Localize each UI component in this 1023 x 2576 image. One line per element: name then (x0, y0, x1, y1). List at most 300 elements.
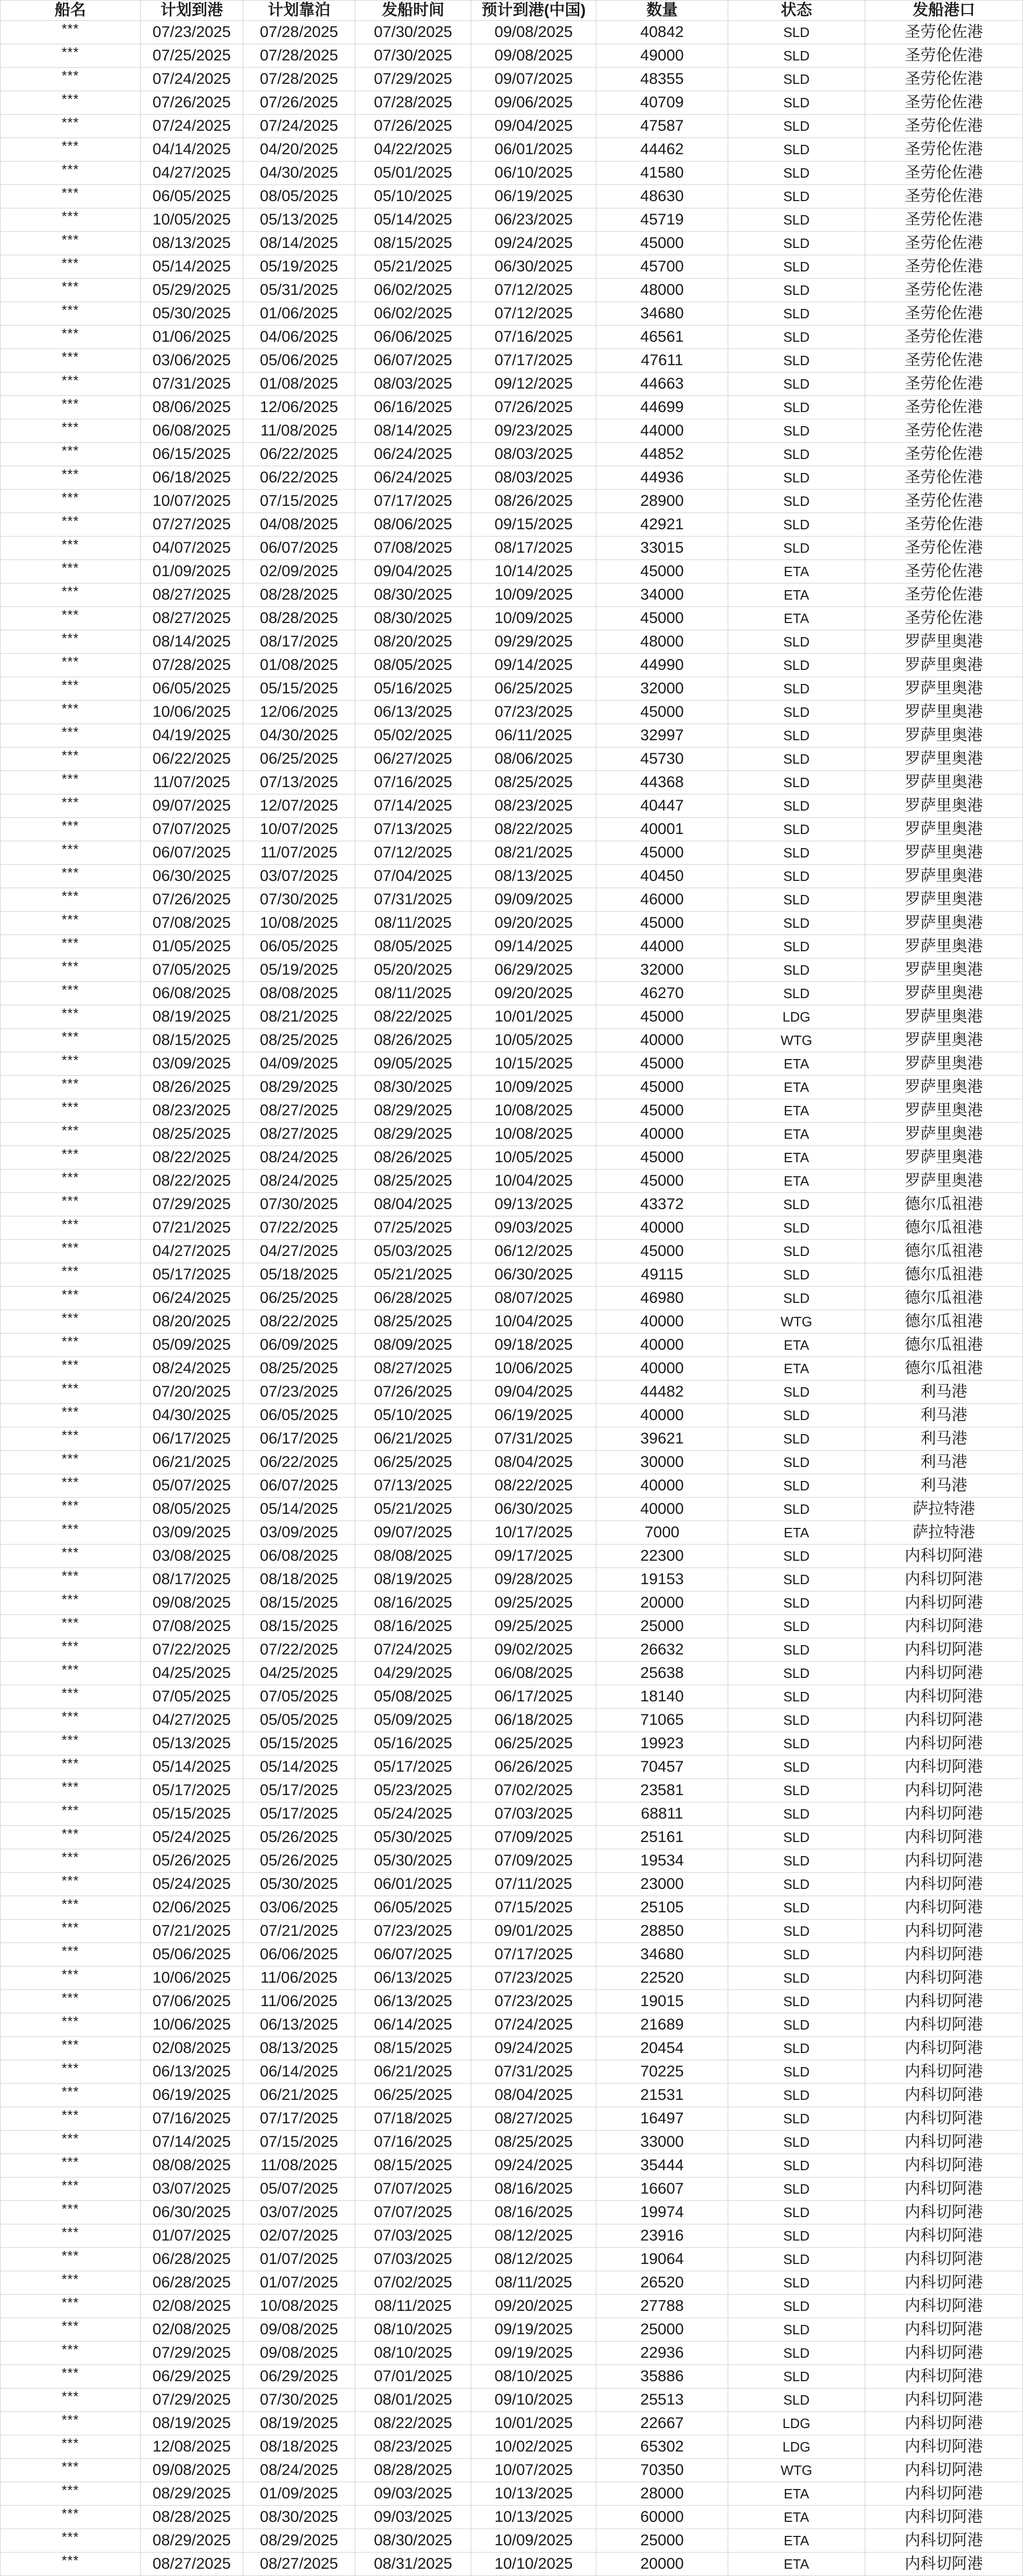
cell-quantity: 48355 (596, 68, 728, 91)
cell-vessel-name: *** (1, 44, 141, 68)
table-row (1, 2529, 1023, 2553)
table-row (1, 68, 1023, 91)
cell-departure-time: 05/24/2025 (355, 1802, 471, 1826)
cell-eta-china: 10/13/2025 (471, 2506, 596, 2529)
cell-departure-port: 圣劳伦佐港 (865, 583, 1023, 607)
cell-departure-port: 罗萨里奥港 (865, 982, 1023, 1005)
table-row (1, 1568, 1023, 1591)
cell-vessel-name: *** (1, 326, 141, 349)
cell-departure-time: 06/07/2025 (355, 349, 471, 372)
cell-departure-time: 06/25/2025 (355, 1451, 471, 1474)
cell-departure-port: 罗萨里奥港 (865, 888, 1023, 912)
cell-vessel-name: *** (1, 302, 141, 326)
cell-planned-arrival: 01/06/2025 (141, 326, 243, 349)
cell-vessel-name: *** (1, 2107, 141, 2131)
cell-planned-berthing: 07/22/2025 (243, 1216, 355, 1240)
cell-vessel-name: *** (1, 818, 141, 841)
table-row (1, 1756, 1023, 1779)
table-row (1, 2037, 1023, 2060)
cell-planned-berthing: 04/27/2025 (243, 1240, 355, 1263)
cell-status: SLD (728, 302, 865, 326)
table-row (1, 2459, 1023, 2482)
cell-vessel-name: *** (1, 2037, 141, 2060)
cell-vessel-name: *** (1, 1545, 141, 1568)
cell-planned-arrival: 02/08/2025 (141, 2318, 243, 2342)
cell-vessel-name: *** (1, 2365, 141, 2388)
cell-quantity: 40000 (596, 1404, 728, 1427)
cell-eta-china: 08/16/2025 (471, 2201, 596, 2224)
cell-vessel-name: *** (1, 1005, 141, 1029)
cell-departure-port: 内科切阿港 (865, 1685, 1023, 1709)
cell-departure-port: 利马港 (865, 1380, 1023, 1404)
cell-departure-time: 09/03/2025 (355, 2506, 471, 2529)
table-row (1, 701, 1023, 724)
cell-departure-time: 08/14/2025 (355, 419, 471, 443)
cell-planned-berthing: 07/30/2025 (243, 2388, 355, 2412)
cell-departure-time: 06/24/2025 (355, 443, 471, 466)
cell-vessel-name: *** (1, 1943, 141, 1967)
cell-departure-port: 利马港 (865, 1451, 1023, 1474)
cell-departure-port: 罗萨里奥港 (865, 724, 1023, 748)
cell-eta-china: 09/24/2025 (471, 2154, 596, 2177)
cell-departure-port: 内科切阿港 (865, 1545, 1023, 1568)
cell-status: SLD (728, 1896, 865, 1920)
cell-planned-berthing: 06/22/2025 (243, 443, 355, 466)
table-row (1, 2506, 1023, 2529)
table-row (1, 1920, 1023, 1943)
cell-eta-china: 07/09/2025 (471, 1826, 596, 1849)
cell-planned-arrival: 07/07/2025 (141, 818, 243, 841)
cell-departure-time: 08/16/2025 (355, 1615, 471, 1638)
cell-vessel-name: *** (1, 724, 141, 748)
cell-planned-arrival: 09/07/2025 (141, 794, 243, 818)
cell-status: SLD (728, 935, 865, 959)
cell-status: SLD (728, 1427, 865, 1451)
cell-quantity: 44699 (596, 396, 728, 419)
cell-departure-time: 08/25/2025 (355, 1169, 471, 1193)
cell-eta-china: 10/05/2025 (471, 1029, 596, 1052)
cell-departure-port: 圣劳伦佐港 (865, 185, 1023, 208)
cell-departure-time: 08/09/2025 (355, 1334, 471, 1357)
cell-quantity: 28850 (596, 1920, 728, 1943)
cell-planned-arrival: 07/22/2025 (141, 1638, 243, 1662)
cell-departure-port: 内科切阿港 (865, 1638, 1023, 1662)
cell-departure-time: 08/29/2025 (355, 1099, 471, 1123)
cell-planned-berthing: 01/07/2025 (243, 2271, 355, 2295)
cell-planned-arrival: 06/21/2025 (141, 1451, 243, 1474)
cell-departure-time: 09/07/2025 (355, 1521, 471, 1545)
table-row (1, 443, 1023, 466)
cell-status: SLD (728, 1849, 865, 1873)
cell-status: WTG (728, 1310, 865, 1334)
cell-status: SLD (728, 21, 865, 44)
cell-planned-arrival: 07/28/2025 (141, 654, 243, 677)
cell-departure-time: 05/23/2025 (355, 1779, 471, 1802)
cell-planned-arrival: 07/08/2025 (141, 1615, 243, 1638)
cell-quantity: 45000 (596, 1169, 728, 1193)
cell-departure-time: 05/21/2025 (355, 1263, 471, 1287)
cell-eta-china: 06/25/2025 (471, 677, 596, 701)
cell-vessel-name: *** (1, 1263, 141, 1287)
cell-eta-china: 09/20/2025 (471, 912, 596, 935)
cell-quantity: 19974 (596, 2201, 728, 2224)
cell-eta-china: 09/18/2025 (471, 1334, 596, 1357)
cell-departure-port: 内科切阿港 (865, 1779, 1023, 1802)
cell-departure-port: 圣劳伦佐港 (865, 513, 1023, 537)
cell-status: SLD (728, 1216, 865, 1240)
cell-planned-arrival: 07/16/2025 (141, 2107, 243, 2131)
cell-planned-arrival: 06/07/2025 (141, 841, 243, 865)
cell-planned-berthing: 07/17/2025 (243, 2107, 355, 2131)
cell-quantity: 71065 (596, 1709, 728, 1732)
cell-quantity: 32000 (596, 677, 728, 701)
cell-planned-berthing: 03/06/2025 (243, 1896, 355, 1920)
cell-eta-china: 09/17/2025 (471, 1545, 596, 1568)
cell-departure-time: 05/01/2025 (355, 161, 471, 185)
cell-eta-china: 09/03/2025 (471, 1216, 596, 1240)
cell-status: SLD (728, 1732, 865, 1756)
cell-eta-china: 09/13/2025 (471, 1193, 596, 1216)
cell-quantity: 43372 (596, 1193, 728, 1216)
cell-eta-china: 06/18/2025 (471, 1709, 596, 1732)
cell-eta-china: 08/07/2025 (471, 1287, 596, 1310)
table-row (1, 1005, 1023, 1029)
cell-planned-arrival: 02/08/2025 (141, 2037, 243, 2060)
table-row (1, 1099, 1023, 1123)
table-row (1, 419, 1023, 443)
cell-departure-time: 05/17/2025 (355, 1756, 471, 1779)
cell-status: SLD (728, 771, 865, 794)
cell-status: SLD (728, 1263, 865, 1287)
cell-planned-arrival: 03/08/2025 (141, 1545, 243, 1568)
cell-departure-port: 内科切阿港 (865, 2365, 1023, 2388)
cell-departure-port: 罗萨里奥港 (865, 959, 1023, 982)
cell-vessel-name: *** (1, 1216, 141, 1240)
cell-status: SLD (728, 1990, 865, 2013)
table-row (1, 1123, 1023, 1146)
cell-status: SLD (728, 419, 865, 443)
cell-eta-china: 08/21/2025 (471, 841, 596, 865)
cell-eta-china: 08/12/2025 (471, 2248, 596, 2271)
cell-planned-berthing: 07/28/2025 (243, 21, 355, 44)
cell-planned-arrival: 07/05/2025 (141, 959, 243, 982)
cell-eta-china: 06/08/2025 (471, 1662, 596, 1685)
cell-departure-port: 萨拉特港 (865, 1498, 1023, 1521)
cell-planned-berthing: 03/09/2025 (243, 1521, 355, 1545)
cell-planned-arrival: 08/08/2025 (141, 2154, 243, 2177)
cell-departure-time: 08/05/2025 (355, 935, 471, 959)
cell-vessel-name: *** (1, 232, 141, 255)
table-row (1, 2224, 1023, 2248)
cell-planned-berthing: 01/08/2025 (243, 372, 355, 396)
cell-status: SLD (728, 138, 865, 161)
table-row (1, 2482, 1023, 2506)
cell-quantity: 60000 (596, 2506, 728, 2529)
table-row (1, 326, 1023, 349)
cell-quantity: 34000 (596, 583, 728, 607)
cell-status: SLD (728, 1709, 865, 1732)
cell-status: SLD (728, 2013, 865, 2037)
cell-eta-china: 07/09/2025 (471, 1849, 596, 1873)
cell-quantity: 28900 (596, 490, 728, 513)
cell-eta-china: 07/03/2025 (471, 1802, 596, 1826)
cell-planned-arrival: 05/07/2025 (141, 1474, 243, 1498)
cell-departure-port: 德尔瓜祖港 (865, 1193, 1023, 1216)
cell-departure-port: 内科切阿港 (865, 1756, 1023, 1779)
cell-eta-china: 08/22/2025 (471, 818, 596, 841)
cell-departure-port: 内科切阿港 (865, 2107, 1023, 2131)
cell-planned-arrival: 06/30/2025 (141, 865, 243, 888)
cell-vessel-name: *** (1, 2412, 141, 2435)
cell-eta-china: 08/03/2025 (471, 466, 596, 490)
cell-planned-berthing: 05/18/2025 (243, 1263, 355, 1287)
cell-status: SLD (728, 888, 865, 912)
cell-planned-berthing: 07/23/2025 (243, 1380, 355, 1404)
cell-departure-time: 08/15/2025 (355, 2154, 471, 2177)
cell-departure-port: 罗萨里奥港 (865, 1123, 1023, 1146)
cell-vessel-name: *** (1, 2013, 141, 2037)
cell-departure-port: 罗萨里奥港 (865, 1099, 1023, 1123)
cell-vessel-name: *** (1, 490, 141, 513)
cell-quantity: 7000 (596, 1521, 728, 1545)
table-row (1, 865, 1023, 888)
cell-planned-berthing: 05/26/2025 (243, 1849, 355, 1873)
cell-departure-time: 06/13/2025 (355, 1990, 471, 2013)
cell-status: SLD (728, 1920, 865, 1943)
cell-departure-port: 内科切阿港 (865, 2318, 1023, 2342)
cell-planned-arrival: 05/15/2025 (141, 1802, 243, 1826)
cell-status: SLD (728, 1287, 865, 1310)
cell-eta-china: 08/13/2025 (471, 865, 596, 888)
table-row (1, 1849, 1023, 1873)
cell-planned-arrival: 04/14/2025 (141, 138, 243, 161)
cell-vessel-name: *** (1, 1709, 141, 1732)
table-row (1, 677, 1023, 701)
cell-eta-china: 07/31/2025 (471, 2060, 596, 2084)
cell-status: LDG (728, 2435, 865, 2459)
cell-quantity: 45000 (596, 1240, 728, 1263)
cell-vessel-name: *** (1, 1099, 141, 1123)
cell-planned-arrival: 07/23/2025 (141, 21, 243, 44)
cell-status: SLD (728, 1193, 865, 1216)
cell-quantity: 25105 (596, 1896, 728, 1920)
cell-planned-berthing: 08/29/2025 (243, 2529, 355, 2553)
cell-departure-time: 07/23/2025 (355, 1920, 471, 1943)
cell-vessel-name: *** (1, 583, 141, 607)
cell-vessel-name: *** (1, 466, 141, 490)
cell-eta-china: 06/10/2025 (471, 161, 596, 185)
cell-planned-berthing: 07/15/2025 (243, 490, 355, 513)
cell-departure-port: 圣劳伦佐港 (865, 161, 1023, 185)
cell-departure-port: 德尔瓜祖港 (865, 1310, 1023, 1334)
cell-planned-arrival: 07/21/2025 (141, 1920, 243, 1943)
cell-quantity: 35444 (596, 2154, 728, 2177)
cell-quantity: 26520 (596, 2271, 728, 2295)
table-row (1, 208, 1023, 232)
cell-departure-time: 08/11/2025 (355, 912, 471, 935)
cell-planned-berthing: 05/17/2025 (243, 1779, 355, 1802)
cell-departure-port: 圣劳伦佐港 (865, 607, 1023, 630)
cell-planned-berthing: 02/07/2025 (243, 2224, 355, 2248)
cell-vessel-name: *** (1, 419, 141, 443)
cell-planned-berthing: 05/13/2025 (243, 208, 355, 232)
cell-planned-berthing: 08/19/2025 (243, 2412, 355, 2435)
cell-departure-port: 圣劳伦佐港 (865, 349, 1023, 372)
cell-planned-berthing: 08/24/2025 (243, 1169, 355, 1193)
cell-departure-port: 内科切阿港 (865, 2084, 1023, 2107)
cell-departure-port: 圣劳伦佐港 (865, 419, 1023, 443)
cell-quantity: 26632 (596, 1638, 728, 1662)
cell-planned-berthing: 06/21/2025 (243, 2084, 355, 2107)
table-row (1, 1638, 1023, 1662)
cell-departure-time: 05/16/2025 (355, 1732, 471, 1756)
cell-departure-port: 德尔瓜祖港 (865, 1287, 1023, 1310)
cell-departure-time: 05/02/2025 (355, 724, 471, 748)
cell-departure-time: 06/16/2025 (355, 396, 471, 419)
cell-quantity: 45000 (596, 1146, 728, 1169)
cell-planned-arrival: 01/07/2025 (141, 2224, 243, 2248)
cell-planned-arrival: 06/28/2025 (141, 2248, 243, 2271)
cell-departure-time: 07/26/2025 (355, 1380, 471, 1404)
cell-departure-port: 内科切阿港 (865, 1591, 1023, 1615)
cell-status: SLD (728, 1474, 865, 1498)
cell-eta-china: 09/28/2025 (471, 1568, 596, 1591)
cell-planned-arrival: 05/13/2025 (141, 1732, 243, 1756)
cell-planned-arrival: 12/08/2025 (141, 2435, 243, 2459)
table-row (1, 1146, 1023, 1169)
table-row (1, 1967, 1023, 1990)
cell-departure-port: 德尔瓜祖港 (865, 1263, 1023, 1287)
cell-planned-arrival: 07/24/2025 (141, 68, 243, 91)
cell-status: SLD (728, 1545, 865, 1568)
cell-status: SLD (728, 2154, 865, 2177)
cell-planned-berthing: 07/21/2025 (243, 1920, 355, 1943)
table-row (1, 1310, 1023, 1334)
cell-vessel-name: *** (1, 1357, 141, 1380)
cell-departure-port: 圣劳伦佐港 (865, 302, 1023, 326)
cell-vessel-name: *** (1, 2271, 141, 2295)
cell-departure-port: 德尔瓜祖港 (865, 1334, 1023, 1357)
table-row (1, 115, 1023, 138)
cell-quantity: 19923 (596, 1732, 728, 1756)
cell-vessel-name: *** (1, 1591, 141, 1615)
cell-status: SLD (728, 1451, 865, 1474)
cell-planned-arrival: 04/27/2025 (141, 1240, 243, 1263)
cell-departure-port: 罗萨里奥港 (865, 794, 1023, 818)
cell-status: SLD (728, 982, 865, 1005)
cell-eta-china: 08/10/2025 (471, 2365, 596, 2388)
cell-eta-china: 07/23/2025 (471, 1967, 596, 1990)
cell-departure-time: 07/03/2025 (355, 2224, 471, 2248)
cell-departure-port: 内科切阿港 (865, 2060, 1023, 2084)
cell-vessel-name: *** (1, 208, 141, 232)
table-row (1, 1029, 1023, 1052)
cell-planned-berthing: 02/09/2025 (243, 560, 355, 583)
cell-planned-arrival: 06/28/2025 (141, 2271, 243, 2295)
cell-status: SLD (728, 2201, 865, 2224)
cell-status: SLD (728, 1943, 865, 1967)
cell-planned-arrival: 11/07/2025 (141, 771, 243, 794)
cell-departure-time: 07/16/2025 (355, 771, 471, 794)
cell-status: ETA (728, 607, 865, 630)
cell-status: SLD (728, 2107, 865, 2131)
table-row (1, 1615, 1023, 1638)
cell-quantity: 45730 (596, 748, 728, 771)
cell-planned-berthing: 07/28/2025 (243, 68, 355, 91)
cell-vessel-name: *** (1, 1615, 141, 1638)
cell-planned-berthing: 06/07/2025 (243, 537, 355, 560)
cell-quantity: 22667 (596, 2412, 728, 2435)
header-planned-arrival: 计划到港 (141, 1, 243, 21)
cell-quantity: 25000 (596, 2318, 728, 2342)
cell-vessel-name: *** (1, 1779, 141, 1802)
cell-quantity: 40000 (596, 1310, 728, 1334)
cell-status: SLD (728, 372, 865, 396)
cell-planned-berthing: 11/07/2025 (243, 841, 355, 865)
cell-status: ETA (728, 583, 865, 607)
cell-planned-arrival: 01/09/2025 (141, 560, 243, 583)
cell-planned-berthing: 05/06/2025 (243, 349, 355, 372)
cell-eta-china: 10/02/2025 (471, 2435, 596, 2459)
cell-eta-china: 09/07/2025 (471, 68, 596, 91)
cell-departure-time: 07/25/2025 (355, 1216, 471, 1240)
cell-quantity: 70225 (596, 2060, 728, 2084)
cell-departure-time: 05/14/2025 (355, 208, 471, 232)
cell-planned-arrival: 05/17/2025 (141, 1263, 243, 1287)
cell-vessel-name: *** (1, 21, 141, 44)
cell-planned-berthing: 06/14/2025 (243, 2060, 355, 2084)
cell-vessel-name: *** (1, 1474, 141, 1498)
cell-departure-time: 08/29/2025 (355, 1123, 471, 1146)
cell-departure-time: 08/03/2025 (355, 372, 471, 396)
cell-planned-berthing: 11/06/2025 (243, 1990, 355, 2013)
cell-vessel-name: *** (1, 1240, 141, 1263)
cell-planned-arrival: 07/26/2025 (141, 91, 243, 115)
cell-eta-china: 08/25/2025 (471, 771, 596, 794)
cell-departure-port: 内科切阿港 (865, 1849, 1023, 1873)
table-row (1, 513, 1023, 537)
cell-eta-china: 09/15/2025 (471, 513, 596, 537)
cell-quantity: 45000 (596, 232, 728, 255)
cell-planned-berthing: 06/08/2025 (243, 1545, 355, 1568)
cell-departure-time: 07/02/2025 (355, 2271, 471, 2295)
cell-vessel-name: *** (1, 2131, 141, 2154)
cell-status: ETA (728, 1076, 865, 1099)
cell-status: SLD (728, 2037, 865, 2060)
cell-departure-time: 08/30/2025 (355, 607, 471, 630)
cell-departure-port: 罗萨里奥港 (865, 701, 1023, 724)
cell-planned-arrival: 07/05/2025 (141, 1685, 243, 1709)
cell-planned-arrival: 07/25/2025 (141, 44, 243, 68)
cell-eta-china: 10/13/2025 (471, 2482, 596, 2506)
cell-eta-china: 09/01/2025 (471, 1920, 596, 1943)
cell-vessel-name: *** (1, 1967, 141, 1990)
cell-planned-arrival: 06/17/2025 (141, 1427, 243, 1451)
cell-status: ETA (728, 1146, 865, 1169)
cell-vessel-name: *** (1, 537, 141, 560)
cell-eta-china: 06/17/2025 (471, 1685, 596, 1709)
cell-status: SLD (728, 1380, 865, 1404)
cell-status: SLD (728, 1826, 865, 1849)
cell-vessel-name: *** (1, 279, 141, 302)
table-row (1, 1169, 1023, 1193)
cell-planned-arrival: 03/09/2025 (141, 1052, 243, 1076)
cell-planned-berthing: 01/08/2025 (243, 654, 355, 677)
cell-planned-berthing: 04/08/2025 (243, 513, 355, 537)
cell-departure-time: 07/13/2025 (355, 818, 471, 841)
cell-departure-port: 罗萨里奥港 (865, 1169, 1023, 1193)
cell-eta-china: 10/05/2025 (471, 1146, 596, 1169)
